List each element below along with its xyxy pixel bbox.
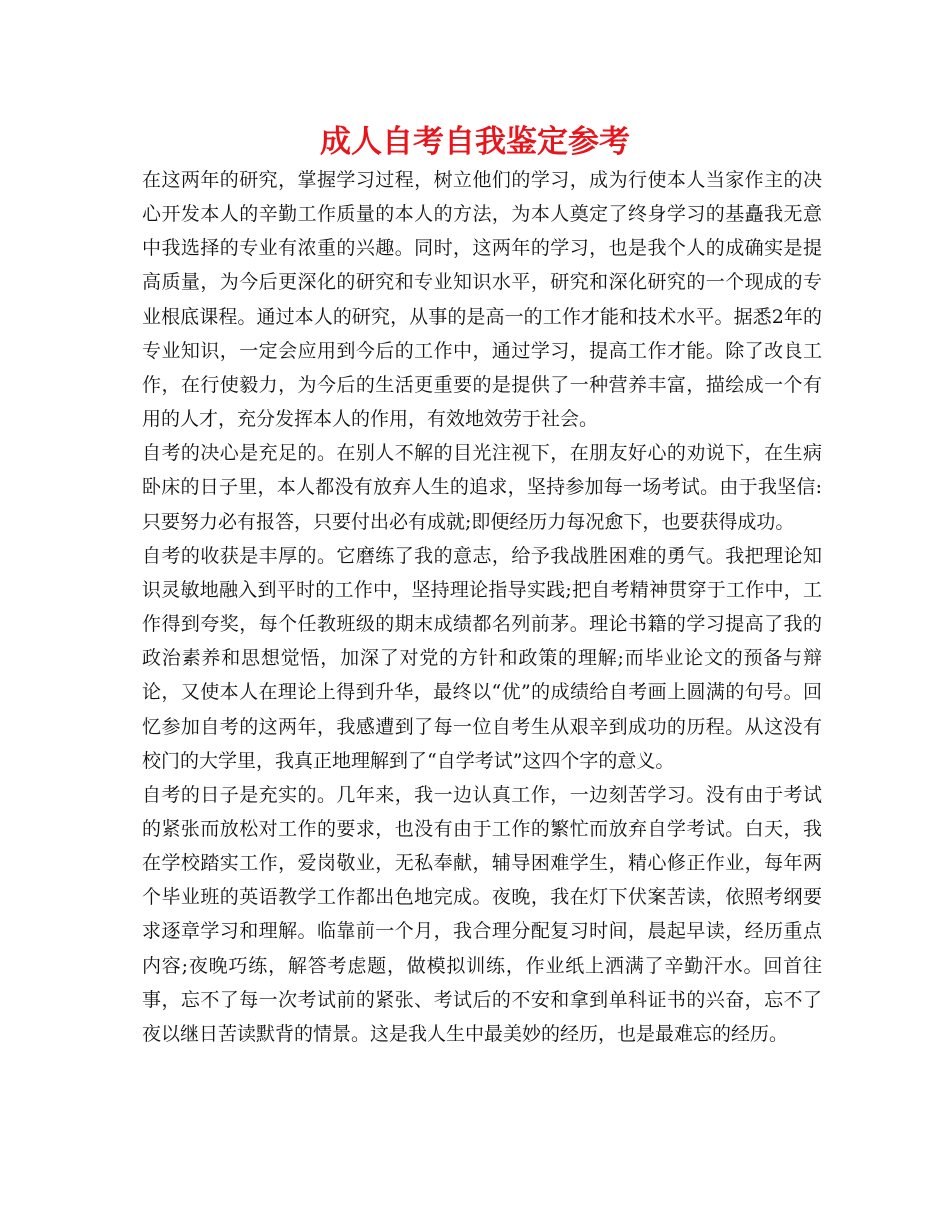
- paragraph-2: 自考的决心是充足的。在别人不解的目光注视下，在朋友好心的劝说下，在生病卧床的日子里，本人都没有放弃人生的追求，坚持参加每一场考试。由于我坚信:只要努力必有报答，只要付出必有成就;即便经历力每况愈下，也要获得成功。: [142, 442, 822, 533]
- paragraph-4: 自考的日子是充实的。几年来，我一边认真工作，一边刻苦学习。没有由于考试的紧张而放松对工作的要求，也没有由于工作的繁忙而放弃自学考试。白天，我在学校踏实工作，爱岗敬业，无私奉献，辅导困难学生，精心修正作业，每年两个毕业班的英语教学工作都出色地完成。夜晚，我在灯下伏案苦读，依照考纲要求逐章学习和理解。临靠前一个月，我合理分配复习时间，晨起早读，经历重点内容;夜晚巧练，解答考虑题，做模拟训练，作业纸上洒满了辛勤汗水。回首往事，忘不了每一次考试前的紧张、考试后的不安和拿到单科证书的兴奋，忘不了夜以继日苦读默背的情景。这是我人生中最美妙的经历，也是最难忘的经历。: [142, 783, 822, 1045]
- document-body: [142, 163, 822, 1051]
- paragraph-1: 在这两年的研究，掌握学习过程，树立他们的学习，成为行使本人当家作主的决心开发本人的辛勤工作质量的本人的方法，为本人奠定了终身学习的基矗我无意中我选择的专业有浓重的兴趣。同时，这两年的学习，也是我个人的成确实是提高质量，为今后更深化的研究和专业知识水平，研究和深化研究的一个现成的专业根底课程。通过本人的研究，从事的是高一的工作才能和技术水平。据悉2年的专业知识，一定会应用到今后的工作中，通过学习，提高工作才能。除了改良工作，在行使毅力，为今后的生活更重要的是提供了一种营养丰富，描绘成一个有用的人才，充分发挥本人的作用，有效地效劳于社会。: [142, 169, 822, 431]
- paragraph-3: 自考的收获是丰厚的。它磨练了我的意志，给予我战胜困难的勇气。我把理论知识灵敏地融入到平时的工作中，坚持理论指导实践;把自考精神贯穿于工作中，工作得到夸奖，每个任教班级的期末成绩都名列前茅。理论书籍的学习提高了我的政治素养和思想觉悟，加深了对党的方针和政策的理解;而毕业论文的预备与辩论，又使本人在理论上得到升华，最终以“优”的成绩给自考画上圆满的句号。回忆参加自考的这两年，我感遭到了每一位自考生从艰辛到成功的历程。从这没有校门的大学里，我真正地理解到了“自学考试”这四个字的意义。: [142, 544, 822, 772]
- document-title: 成人自考自我鉴定参考: [320, 124, 630, 160]
